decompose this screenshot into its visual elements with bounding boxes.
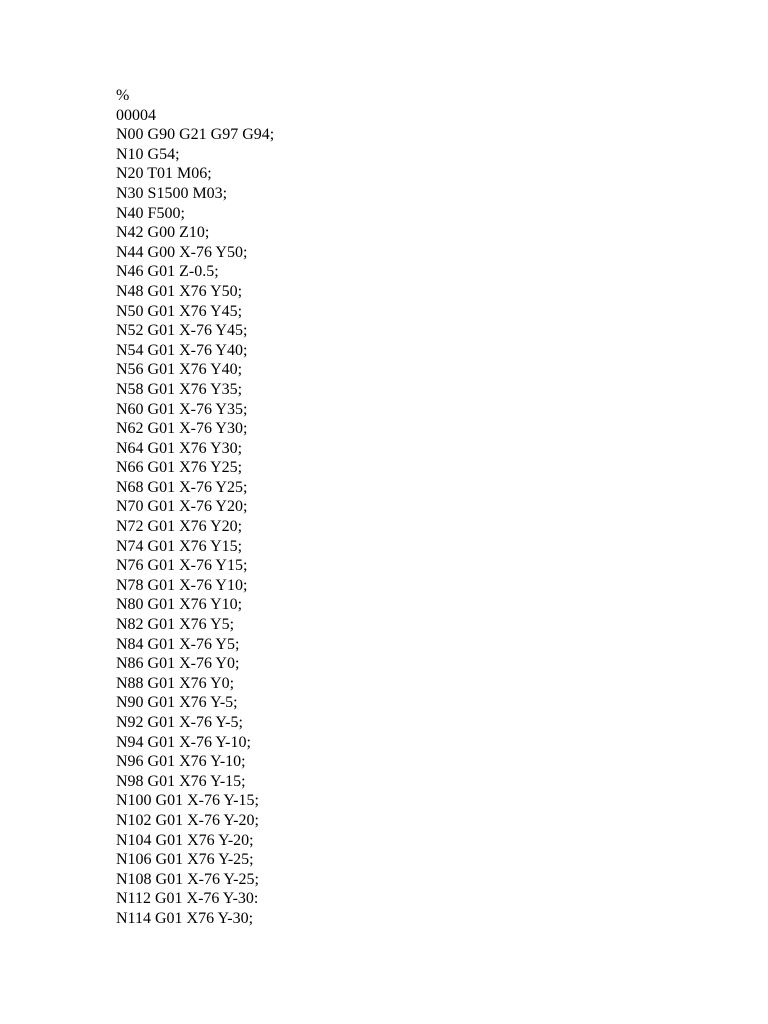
program-line: N72 G01 X76 Y20; [116, 518, 243, 536]
program-line: N82 G01 X76 Y5; [116, 616, 235, 634]
program-line: N104 G01 X76 Y-20; [116, 831, 254, 849]
program-line: N84 G01 X-76 Y5; [116, 635, 240, 653]
program-line: N98 G01 X76 Y-15; [116, 772, 246, 790]
program-line: N76 G01 X-76 Y15; [116, 557, 248, 575]
program-line: N46 G01 Z-0.5; [116, 263, 219, 281]
program-line: N62 G01 X-76 Y30; [116, 420, 248, 438]
program-line: N114 G01 X76 Y-30; [116, 909, 254, 927]
program-line: N74 G01 X76 Y15; [116, 537, 243, 555]
program-line: N64 G01 X76 Y30; [116, 439, 243, 457]
program-line: N60 G01 X-76 Y35; [116, 400, 248, 418]
program-number: 00004 [116, 106, 156, 124]
program-line: N94 G01 X-76 Y-10; [116, 733, 251, 751]
program-line: N20 T01 M06; [116, 165, 212, 183]
program-line: N52 G01 X-76 Y45; [116, 322, 248, 340]
program-line: N112 G01 X-76 Y-30: [116, 890, 259, 908]
program-line: N90 G01 X76 Y-5; [116, 694, 238, 712]
program-line: N68 G01 X-76 Y25; [116, 478, 248, 496]
program-line: N44 G00 X-76 Y50; [116, 243, 248, 261]
program-line: N42 G00 Z10; [116, 224, 210, 242]
program-line: N70 G01 X-76 Y20; [116, 498, 248, 516]
program-line: N50 G01 X76 Y45; [116, 302, 243, 320]
program-line: N102 G01 X-76 Y-20; [116, 811, 259, 829]
program-line: N48 G01 X76 Y50; [116, 282, 243, 300]
program-line: N86 G01 X-76 Y0; [116, 655, 240, 673]
program-line: N30 S1500 M03; [116, 184, 228, 202]
program-start-marker: % [116, 87, 130, 104]
program-line: N106 G01 X76 Y-25; [116, 851, 254, 869]
program-line: N80 G01 X76 Y10; [116, 596, 243, 614]
program-line: N88 G01 X76 Y0; [116, 674, 235, 692]
program-line: N40 F500; [116, 204, 185, 222]
program-line: N96 G01 X76 Y-10; [116, 753, 246, 771]
program-line: N66 G01 X76 Y25; [116, 459, 243, 477]
program-line: N10 G54; [116, 145, 180, 163]
program-line: N00 G90 G21 G97 G94; [116, 126, 275, 144]
program-line: N54 G01 X-76 Y40; [116, 341, 248, 359]
program-line: N78 G01 X-76 Y10; [116, 576, 248, 594]
program-line: N58 G01 X76 Y35; [116, 380, 243, 398]
cnc-program-listing [116, 86, 274, 929]
program-line: N92 G01 X-76 Y-5; [116, 714, 243, 731]
program-line: N108 G01 X-76 Y-25; [116, 870, 259, 888]
program-line: N100 G01 X-76 Y-15; [116, 792, 259, 810]
program-line: N56 G01 X76 Y40; [116, 361, 243, 379]
